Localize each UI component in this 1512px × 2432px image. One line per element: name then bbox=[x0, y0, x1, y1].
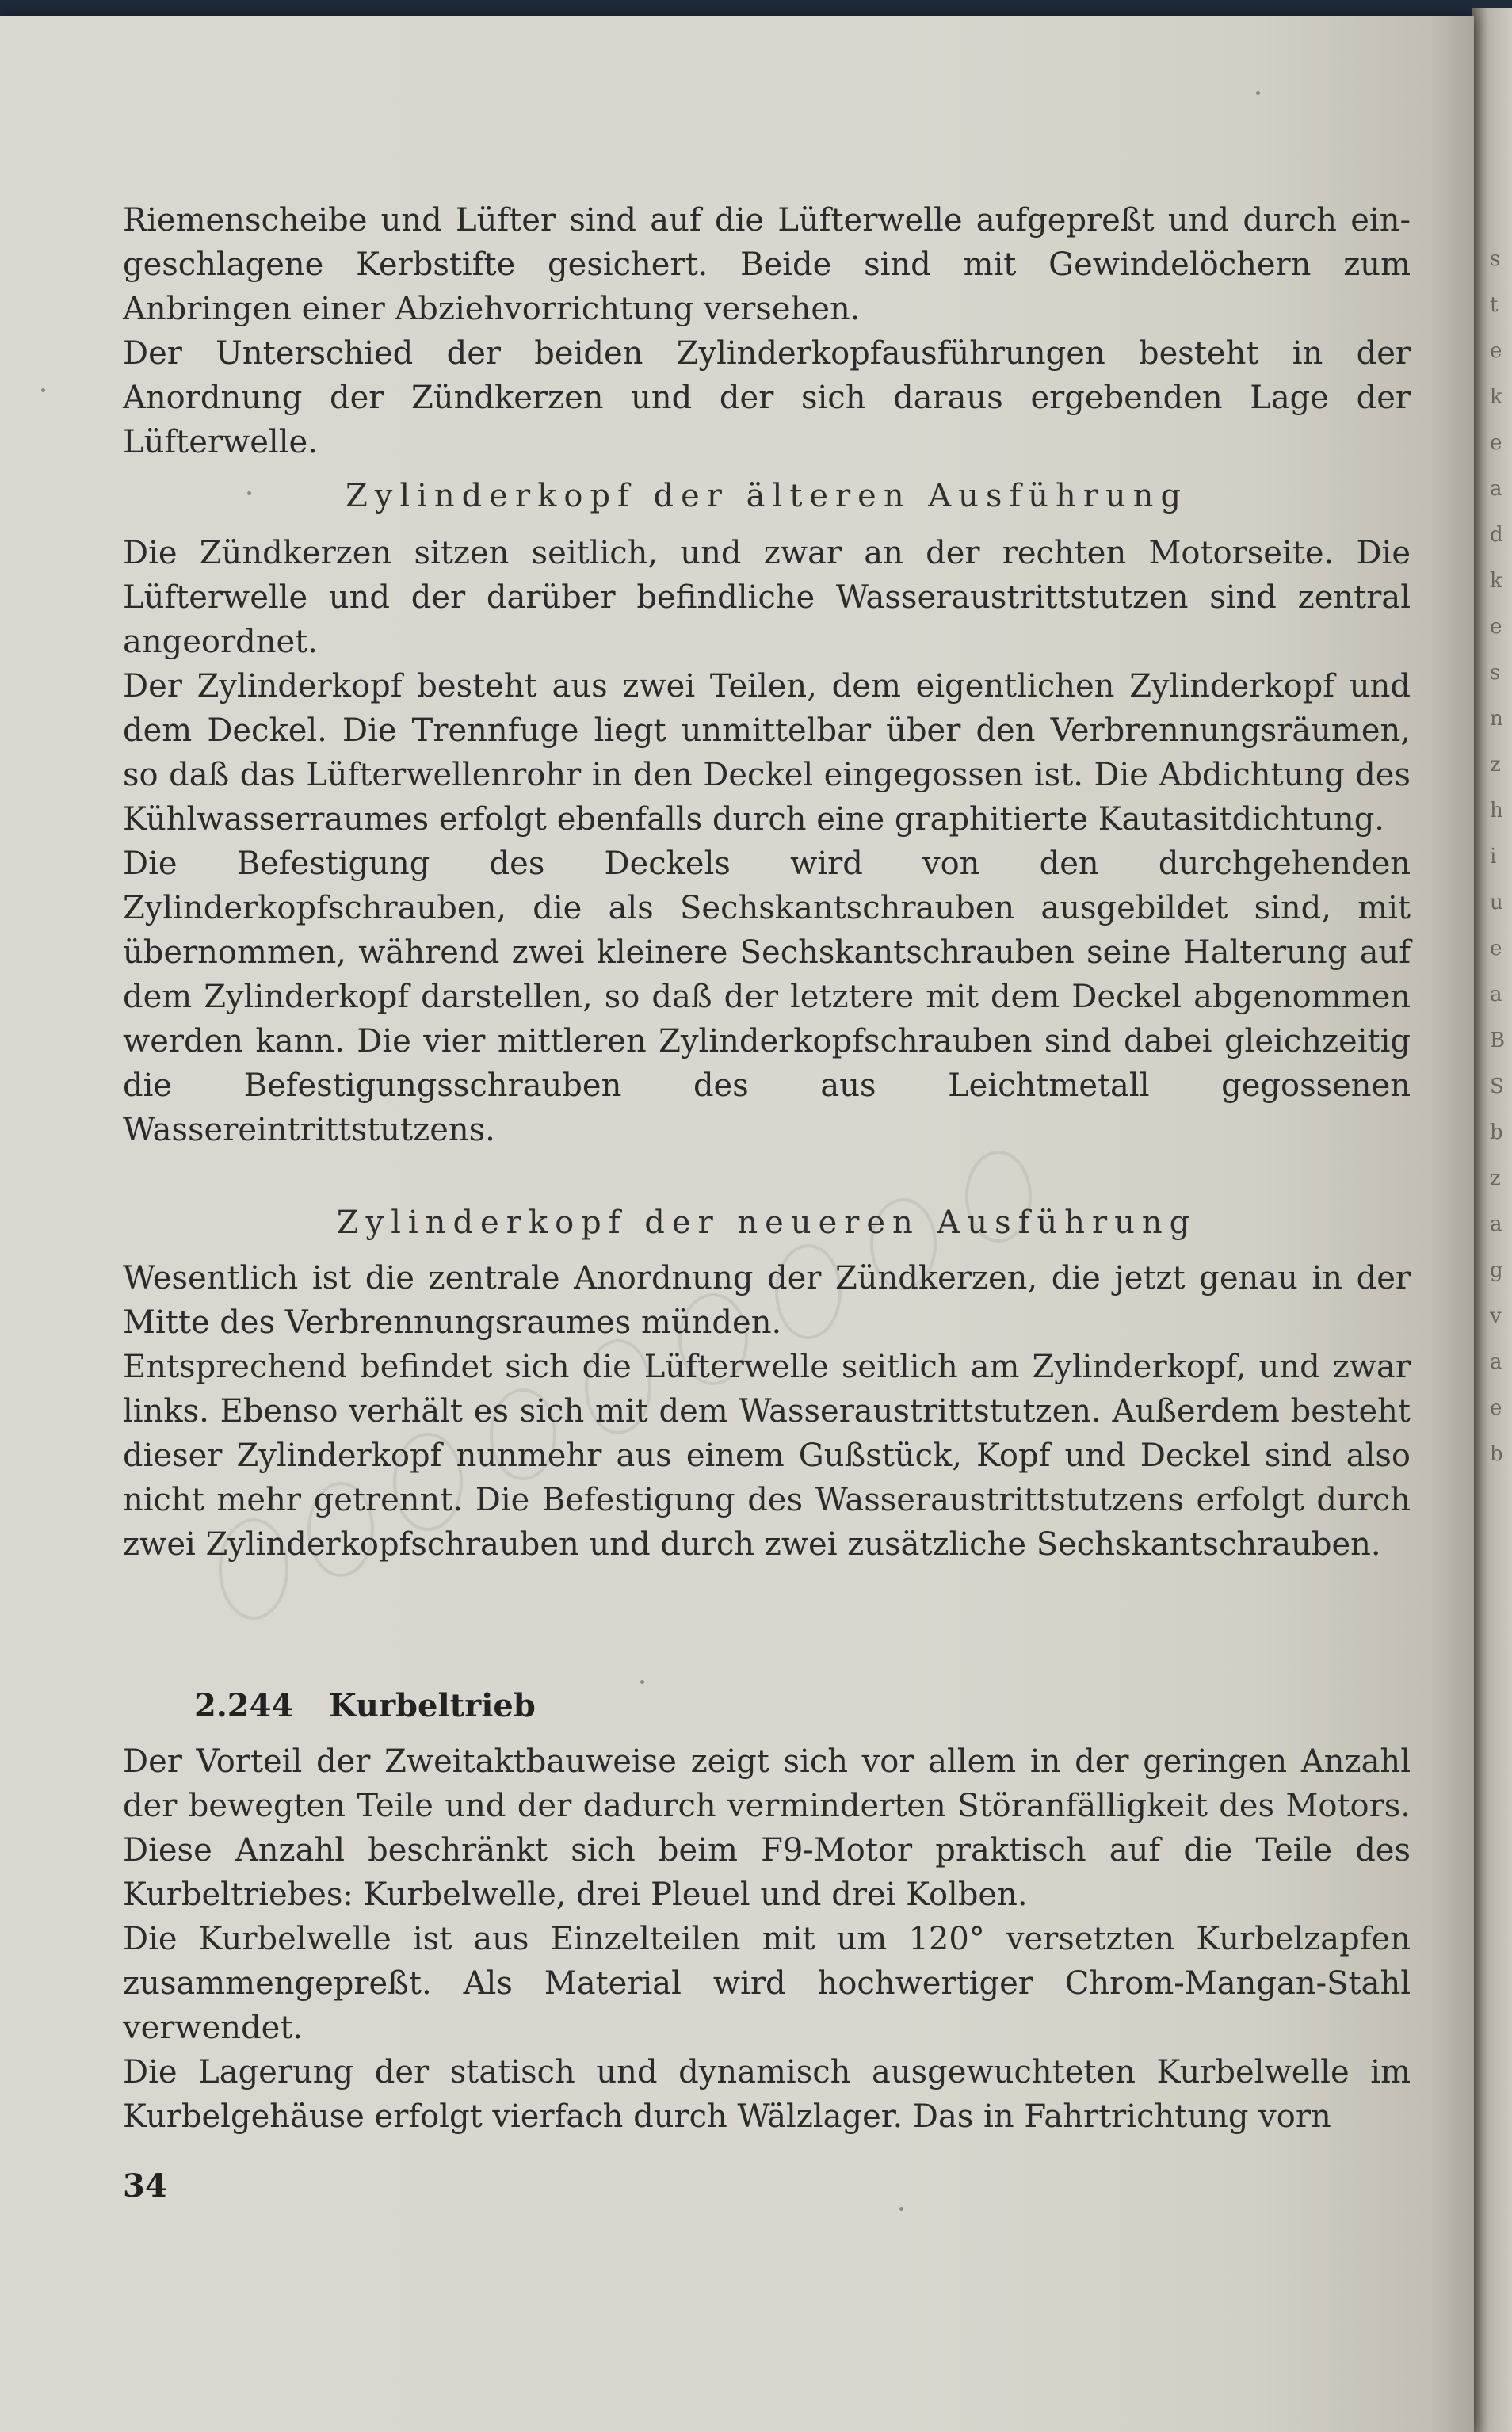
paragraph: Die Kurbelwelle ist aus Einzelteilen mit um 120° versetzten Kurbelzapfen zusammengepreßt. Als Material wird hochwertiger Chrom-Mangan-Stahl verwendet. bbox=[123, 1921, 1411, 2046]
paper-speck bbox=[41, 388, 45, 392]
paper-speck bbox=[899, 2207, 903, 2211]
paragraph: Wesentlich ist die zentrale Anordnung der Zündkerzen, die jetzt genau in der Mitte des Verbrennungsraumes münden. bbox=[123, 1260, 1411, 1341]
paper-speck bbox=[640, 1680, 644, 1684]
paragraph: Riemenscheibe und Lüfter sind auf die Lüfterwelle aufgepreßt und durch ein- geschlagene Kerbstifte gesichert. Beide sind mit Gewindelöchern zum Anbringen einer Abziehvorrichtung versehen. bbox=[123, 202, 1411, 327]
paragraph: Entsprechend befindet sich die Lüfterwelle seitlich am Zylinderkopf, und zwar links. Ebenso verhält es sich mit dem Wasseraustrittstutzen. Außerdem besteht dieser Zylinderkopf nunmehr aus einem Gußstück, Kopf und Deckel sind also nicht mehr getrennt. Die Befestigung des Wasseraustrittstutzens erfolgt durch zwei Zylinderkopfschrauben und durch zwei zusätzliche Sechskantschrauben. bbox=[123, 1349, 1411, 1563]
paper-speck bbox=[1256, 91, 1260, 95]
paragraph: Die Befestigung des Deckels wird von den durchgehenden Zylinderkopfschrauben, die als Sechskantschrauben ausgebildet sind, mit übernommen, während zwei kleinere Sechskantschrauben seine Halterung auf dem Zylinderkopf darstellen, so daß der letztere mit dem Deckel abgenommen werden kann. Die vier mittleren Zylinderkopfschrauben sind dabei gleichzeitig die Befestigungsschrauben des aus Leichtmetall gegossenen Wassereintrittstutzens. bbox=[123, 846, 1411, 1148]
crank-drive-paragraphs bbox=[123, 1739, 1411, 2139]
paragraph: Der Zylinderkopf besteht aus zwei Teilen, dem eigentlichen Zylinderkopf und dem Deckel. Die Trennfuge liegt unmittelbar über den Verbrennungsräumen, so daß das Lüfterwellenrohr in den Deckel eingegossen ist. Die Abdichtung des Kühlwasserraumes erfolgt ebenfalls durch eine graphitierte Kautasitdichtung. bbox=[123, 668, 1411, 838]
paragraph: Die Zündkerzen sitzen seitlich, und zwar an der rechten Motorseite. Die Lüfterwelle und der darüber befindliche Wasseraustrittstutzen sind zentral angeordnet. bbox=[123, 535, 1411, 660]
heading-older-version: Zylinderkopf der älteren Ausführung bbox=[345, 478, 1189, 514]
page-number: 34 bbox=[123, 2167, 167, 2205]
newer-version-paragraphs bbox=[123, 1256, 1411, 1567]
heading-newer-version: Zylinderkopf der neueren Ausführung bbox=[336, 1205, 1197, 1241]
book-page bbox=[0, 16, 1474, 2432]
section-number: 2.244 bbox=[194, 1687, 294, 1724]
next-page-bleed-text: s t e k e a d k e s n z h i u e a B S b z a g v a e b bbox=[1490, 247, 1506, 1466]
paragraph: Der Vorteil der Zweitaktbauweise zeigt sich vor allem in der geringen Anzahl der bewegten Teile und der dadurch verminderten Störanfälligkeit des Motors. Diese Anzahl beschränkt sich beim F9-Motor praktisch auf die Teile des Kurbeltriebes: Kurbelwelle, drei Pleuel und drei Kolben. bbox=[123, 1743, 1411, 1913]
paragraph: Der Unterschied der beiden Zylinderkopfausführungen besteht in der Anordnung der Zündkerzen und der sich daraus ergebenden Lage der Lüfterwelle. bbox=[123, 335, 1411, 460]
section-title: Kurbeltrieb bbox=[329, 1687, 536, 1724]
intro-paragraphs bbox=[123, 198, 1411, 464]
section-heading bbox=[194, 1684, 536, 1728]
paragraph: Die Lagerung der statisch und dynamisch ausgewuchteten Kurbelwelle im Kurbelgehäuse erfolgt vierfach durch Wälzlager. Das in Fahrtrichtung vorn bbox=[123, 2054, 1411, 2135]
older-version-paragraphs bbox=[123, 531, 1411, 1152]
